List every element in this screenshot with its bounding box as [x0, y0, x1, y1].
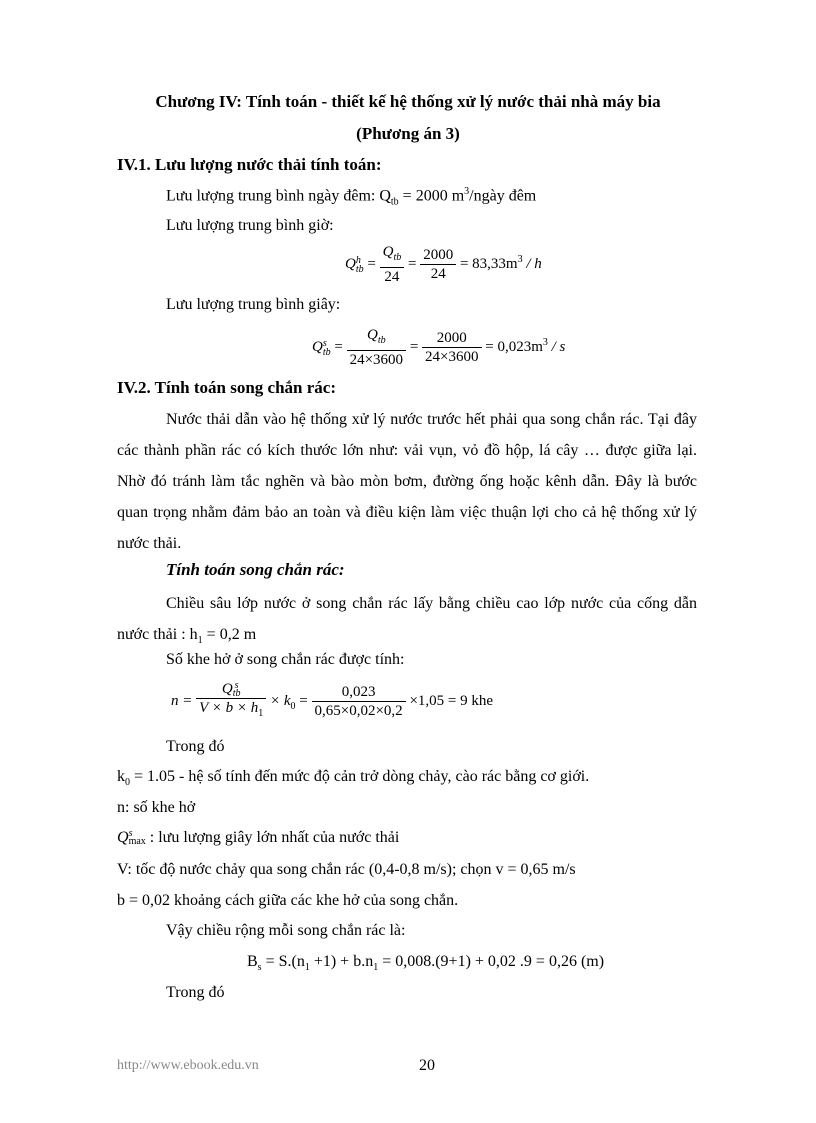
second-flow-formula: Qs tb = $\frac{Q_{tb}}{24\times 3600}$ = $\frac{2000}{24\times 3600}$ = $0,023m^3$ / s — [312, 327, 566, 368]
chapter-title: Chương IV: Tính toán - thiết kế hệ thống xử lý nước thải nhà máy bia — [155, 92, 661, 111]
screen-calc-subheading: Tính toán song chắn rác: — [166, 560, 345, 579]
gap-definition: b = 0,02 khoảng cách giữa các khe hở của song chắn. — [117, 892, 459, 909]
slots-formula: n = Q s tb $V \times b \times h_1$ × $k_0$ = $\frac{0,023}{0,65\times 0,02\times 0,2}$ ×1,05 = 9 khe — [171, 679, 494, 719]
water-depth-paragraph: Chiều sâu lớp nước ở song chắn rác lấy bằng chiều cao lớp nước của cống dẫn nước thải : $h_1 = 0,2$ m — [117, 595, 697, 647]
qmax-definition: Qs max : lưu lượng giây lớn nhất của nước thải — [117, 828, 400, 848]
where-label-2: Trong đó — [166, 984, 225, 1001]
n-definition: n: số khe hở — [117, 799, 196, 816]
k0-definition: $k_0 = 1.05$ - hệ số tính đến mức độ cản trở dòng chảy, cào rác bằng cơ giới. — [117, 768, 590, 789]
page-number: 20 — [419, 1057, 435, 1074]
hourly-flow-formula: Qh tb = $\frac{Q_{tb}}{24}$ = $\frac{2000}{24}$ = $83,33m^3$ / h — [345, 244, 542, 285]
footer-url-link[interactable]: http://www.ebook.edu.vn — [117, 1058, 259, 1073]
chapter-subtitle: (Phương án 3) — [356, 124, 460, 143]
width-formula: $B_s = S.(n_1 +1) + b.n_1 = 0,008.(9+1) + 0,02$ .9 = 0,26 (m) — [247, 953, 605, 974]
velocity-definition: V: tốc độ nước chảy qua song chắn rác (0,4-0,8 m/s); chọn v = 0,65 m/s — [117, 861, 576, 878]
where-label-1: Trong đó — [166, 738, 225, 755]
section-heading-flow: IV.1. Lưu lượng nước thải tính toán: — [117, 155, 382, 174]
width-label: Vậy chiều rộng mỗi song chắn rác là: — [166, 922, 406, 939]
second-flow-label: Lưu lượng trung bình giây: — [166, 296, 341, 313]
section-heading-screen: IV.2. Tính toán song chắn rác: — [117, 378, 337, 397]
slots-label: Số khe hở ở song chắn rác được tính: — [166, 651, 405, 668]
hourly-flow-label: Lưu lượng trung bình giờ: — [166, 217, 334, 234]
screen-intro-paragraph: Nước thải dẫn vào hệ thống xử lý nước trước hết phải qua song chắn rác. Tại đây các thành phần rác có kích thước lớn như: vải vụn, vỏ đồ hộp, lá cây … được giữa lại. Nhờ đó tránh làm tắc nghẽn và bào mòn bơm, đường ống hoặc kênh dẫn. Đây là bước quan trọng nhằm đảm bảo an toàn và điều kiện làm việc thuận lợi cho cả hệ thống xử lý nước thải. — [117, 411, 697, 552]
daily-flow-line: Lưu lượng trung bình ngày đêm: $Q_{tb} = 2000$ $m^3$/ngày đêm — [166, 186, 537, 208]
